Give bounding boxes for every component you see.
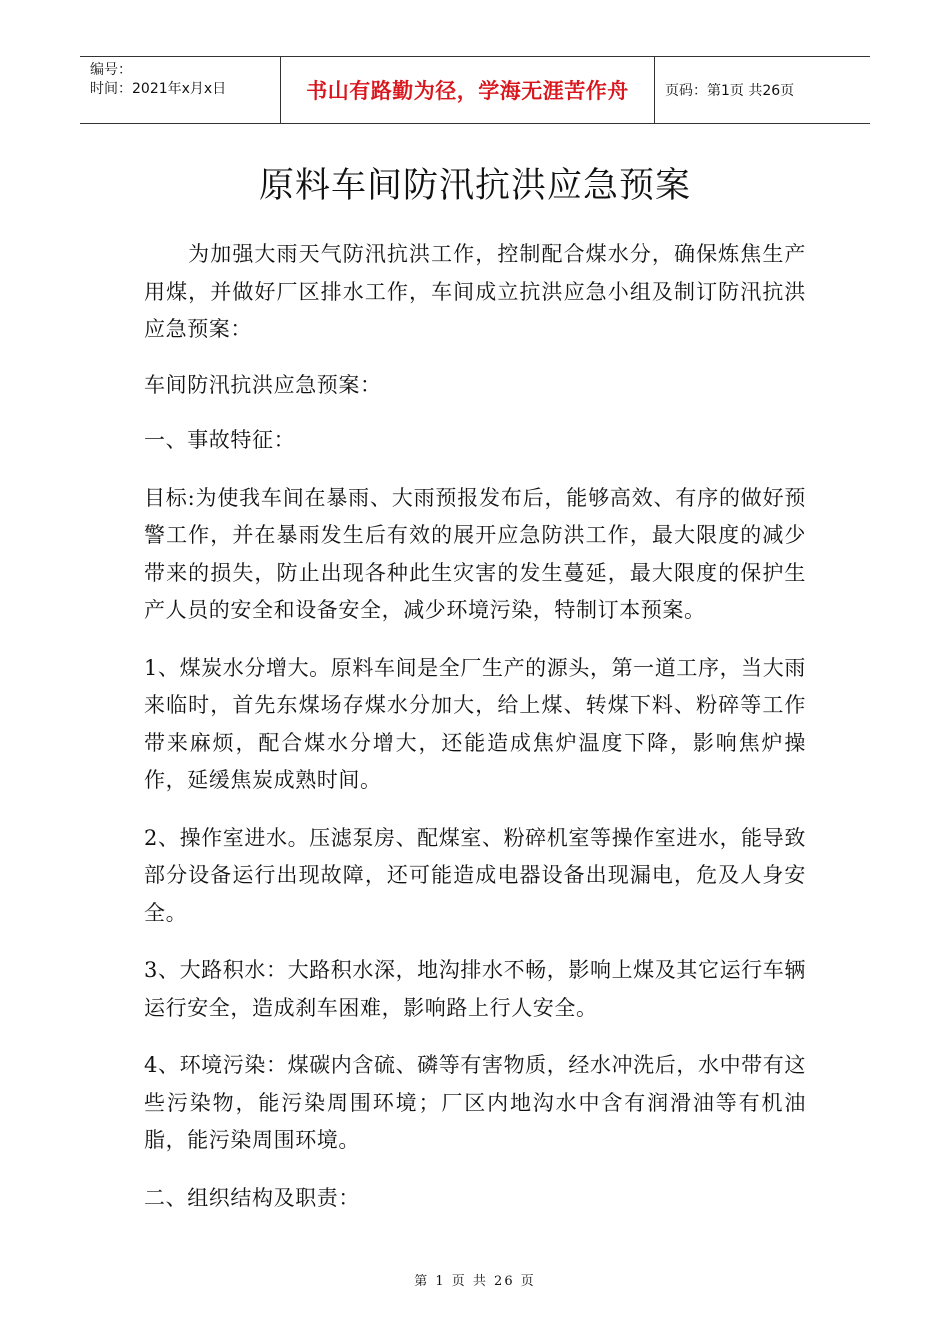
document-body: [144, 236, 806, 1217]
header-motto: 书山有路勤为径，学海无涯苦作舟: [281, 57, 655, 123]
item-4-paragraph: 4、环境污染：煤碳内含硫、磷等有害物质，经水冲洗后，水中带有这些污染物，能污染周围环境；厂区内地沟水中含有润滑油等有机油脂，能污染周围环境。: [144, 1053, 806, 1152]
intro-paragraph: 为加强大雨天气防汛抗洪工作，控制配合煤水分，确保炼焦生产用煤，并做好厂区排水工作，车间成立抗洪应急小组及制订防汛抗洪应急预案：: [144, 242, 806, 341]
item-1-paragraph: 1、煤炭水分增大。原料车间是全厂生产的源头，第一道工序，当大雨来临时，首先东煤场存煤水分加大，给上煤、转煤下料、粉碎等工作带来麻烦，配合煤水分增大，还能造成焦炉温度下降，影响焦炉操作，延缓焦炭成熟时间。: [144, 655, 806, 792]
objective-paragraph: 目标:为使我车间在暴雨、大雨预报发布后，能够高效、有序的做好预警工作，并在暴雨发生后有效的展开应急防洪工作，最大限度的减少带来的损失，防止出现各种此生灾害的发生蔓延，最大限度的保护生产人员的安全和设备安全，减少环境污染，特制订本预案。: [144, 485, 806, 622]
document-title: 原料车间防汛抗洪应急预案: [258, 166, 691, 206]
header-meta: [80, 57, 281, 123]
section-heading-accident-features: 一、事故特征：: [144, 428, 296, 452]
document-header: [80, 56, 870, 124]
item-2-paragraph: 2、操作室进水。压滤泵房、配煤室、粉碎机室等操作室进水，能导致部分设备运行出现故障，还可能造成电器设备出现漏电，危及人身安全。: [144, 825, 806, 925]
plan-heading: 车间防汛抗洪应急预案：: [144, 372, 382, 397]
document-number-label: 编号：: [90, 62, 132, 78]
header-page-label: 页码：第1页 共26页: [665, 83, 795, 99]
document-date-label: 时间：2021年x月x日: [90, 81, 227, 97]
item-3-paragraph: 3、大路积水：大路积水深，地沟排水不畅，影响上煤及其它运行车辆运行安全，造成刹车困难，影响路上行人安全。: [144, 958, 806, 1020]
section-heading-organization: 二、组织结构及职责：: [144, 1185, 360, 1210]
page-footer: 第 1 页 共 26 页: [414, 1274, 536, 1289]
